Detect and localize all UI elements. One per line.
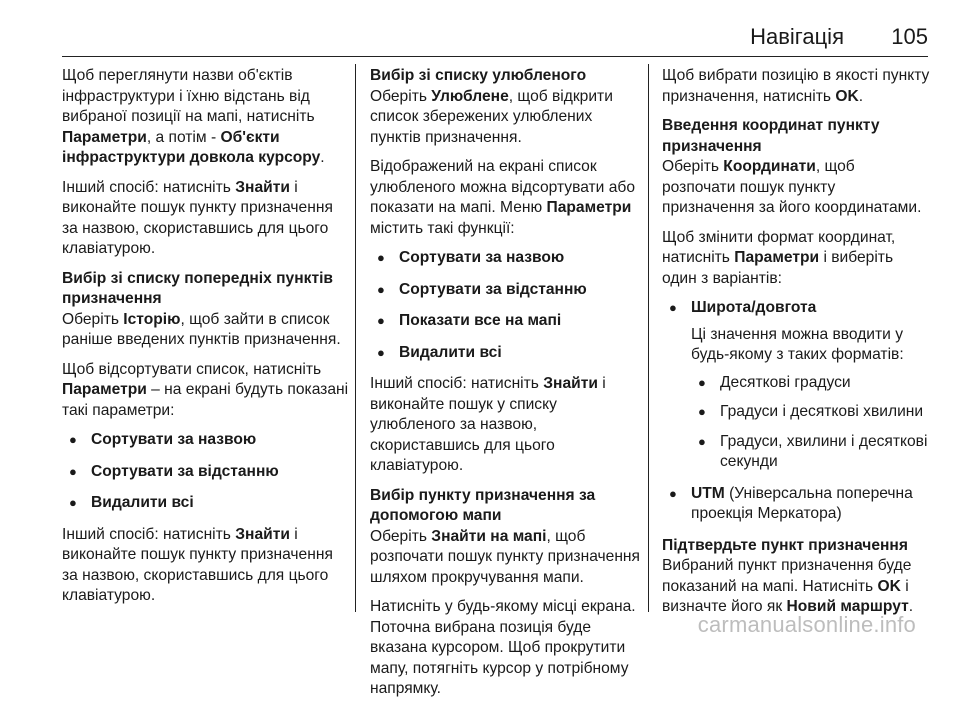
paragraph <box>662 228 930 290</box>
sub-bullet-list <box>691 373 930 473</box>
list-item: ● Видалити всі <box>62 493 350 514</box>
text: , щоб розпочати пошук пункту призначення за його координатами. <box>662 158 922 216</box>
ui-term: Знайти <box>235 525 290 543</box>
text: Оберіть <box>662 158 724 175</box>
ui-term: Новий маршрут <box>786 598 909 615</box>
list-item: ● Градуси і десяткові хвилини <box>691 402 930 423</box>
ui-term: OK <box>877 577 901 595</box>
option-label: UTM <box>691 484 725 502</box>
paragraph <box>62 525 350 607</box>
text: Оберіть <box>62 310 124 328</box>
paragraph <box>370 157 642 239</box>
text: містить такі функції: <box>370 219 515 237</box>
text: і виберіть один з варіантів: <box>662 249 894 287</box>
list-item: ● Показати все на мапі <box>370 311 642 332</box>
paragraph <box>370 527 642 589</box>
text: Інший спосіб: натисніть <box>370 375 544 392</box>
ui-term: Об'єкти інфраструктури довкола курсору <box>62 128 321 166</box>
text: . <box>858 87 864 105</box>
section-heading: Вибір зі списку попередніх пунктів призначення <box>62 269 334 307</box>
text: Щоб відсортувати список, натисніть <box>62 360 322 378</box>
text: і виконайте пошук пункту призначення за назвою, скориставшись для цього клавіатурою. <box>62 178 333 257</box>
page-title: Навігація <box>750 24 844 49</box>
list-item <box>662 298 930 473</box>
list-item: ● Десяткові градуси <box>691 373 930 394</box>
ui-term: Координати <box>723 158 816 175</box>
paragraph <box>62 360 350 422</box>
text: Щоб переглянути назви об'єктів інфраструктури і їхню відстань від вибраної позиції на мапі, натисніть <box>62 67 315 125</box>
paragraph: Натисніть у будь-якому місці екрана. Поточна вибрана позиція буде вказана курсором. Щоб прокрутити мапу, потягніть курсор у потрібному напрямку. <box>370 598 636 697</box>
paragraph <box>662 66 930 107</box>
text: . <box>908 598 914 615</box>
text: , а потім - <box>146 128 221 146</box>
ui-term: OK <box>835 87 859 105</box>
bullet-list <box>62 430 350 514</box>
page-number: 105 <box>891 24 928 49</box>
list-item <box>662 484 930 525</box>
paragraph <box>62 178 350 260</box>
list-item: ● Градуси, хвилини і десяткові секунди <box>691 432 930 473</box>
ui-term: Історію <box>123 310 181 328</box>
ui-term: Знайти <box>235 178 290 196</box>
ui-term: Параметри <box>62 381 147 398</box>
list-item: ● Сортувати за відстанню <box>370 280 642 301</box>
text: Оберіть <box>370 527 432 545</box>
paragraph <box>662 556 930 618</box>
page-header <box>62 24 928 58</box>
text: , щоб відкрити список збережених улюблених пунктів призначення. <box>370 87 613 146</box>
ui-term: Параметри <box>546 199 632 216</box>
text: і виконайте пошук у списку улюбленого за назвою, скориставшись для цього клавіатурою. <box>370 375 606 474</box>
text: Відображений на екрані список улюбленого можна відсортувати або показати на мапі. Меню <box>370 158 635 216</box>
section-heading: Введення координат пункту призначення <box>662 117 880 155</box>
section-heading: Вибір зі списку улюбленого <box>370 67 587 84</box>
ui-term: Параметри <box>62 128 147 146</box>
paragraph <box>62 66 350 169</box>
bullet-list <box>370 248 642 363</box>
section-heading: Підтвердьте пункт призначення <box>662 536 908 554</box>
text: і визначте його як <box>662 577 909 615</box>
ui-term: Знайти <box>543 375 598 392</box>
option-label: Широта/довгота <box>691 299 817 316</box>
text: Інший спосіб: натисніть <box>62 178 236 196</box>
text: Оберіть <box>370 87 432 105</box>
watermark: carmanualsonline.info <box>697 612 916 637</box>
text: Інший спосіб: натисніть <box>62 525 236 543</box>
list-item: ● Сортувати за назвою <box>370 248 642 269</box>
header-rule <box>62 56 928 57</box>
column-3 <box>662 66 930 627</box>
text: і виконайте пошук пункту призначення за назвою, скориставшись для цього клавіатурою. <box>62 525 333 604</box>
paragraph <box>370 374 642 477</box>
text: . <box>320 149 325 166</box>
list-item: ● Видалити всі <box>370 343 642 364</box>
column-1 <box>62 66 350 616</box>
list-item: ● Сортувати за відстанню <box>62 462 350 483</box>
text: , щоб зайти в список раніше введених пунктів призначення. <box>62 310 341 348</box>
text: , щоб розпочати пошук пункту призначення шляхом прокручування мапи. <box>370 527 640 586</box>
text: Щоб вибрати позицію в якості пункту призначення, натисніть <box>662 67 930 105</box>
column-2 <box>370 66 642 709</box>
section-heading: Вибір пункту призначення за допомогою мапи <box>370 486 596 524</box>
ui-term: Знайти на мапі <box>431 527 547 545</box>
paragraph <box>370 87 642 149</box>
ui-term: Улюблене <box>431 87 509 105</box>
bullet-list <box>662 298 930 525</box>
column-divider <box>355 64 356 612</box>
text: Щоб змінити формат координат, натисніть <box>662 228 896 266</box>
list-item: ● Сортувати за назвою <box>62 430 350 451</box>
option-description: Ці значення можна вводити у будь-якому з таких форматів: <box>691 325 904 363</box>
text: – на екрані будуть показані такі параметри: <box>62 381 349 419</box>
paragraph <box>662 157 930 219</box>
paragraph <box>62 310 350 351</box>
column-divider <box>648 64 649 612</box>
option-description: (Універсальна поперечна проекція Меркатора) <box>691 484 913 522</box>
text: Вибраний пункт призначення буде показаний на мапі. Натисніть <box>662 557 912 595</box>
ui-term: Параметри <box>734 249 820 266</box>
